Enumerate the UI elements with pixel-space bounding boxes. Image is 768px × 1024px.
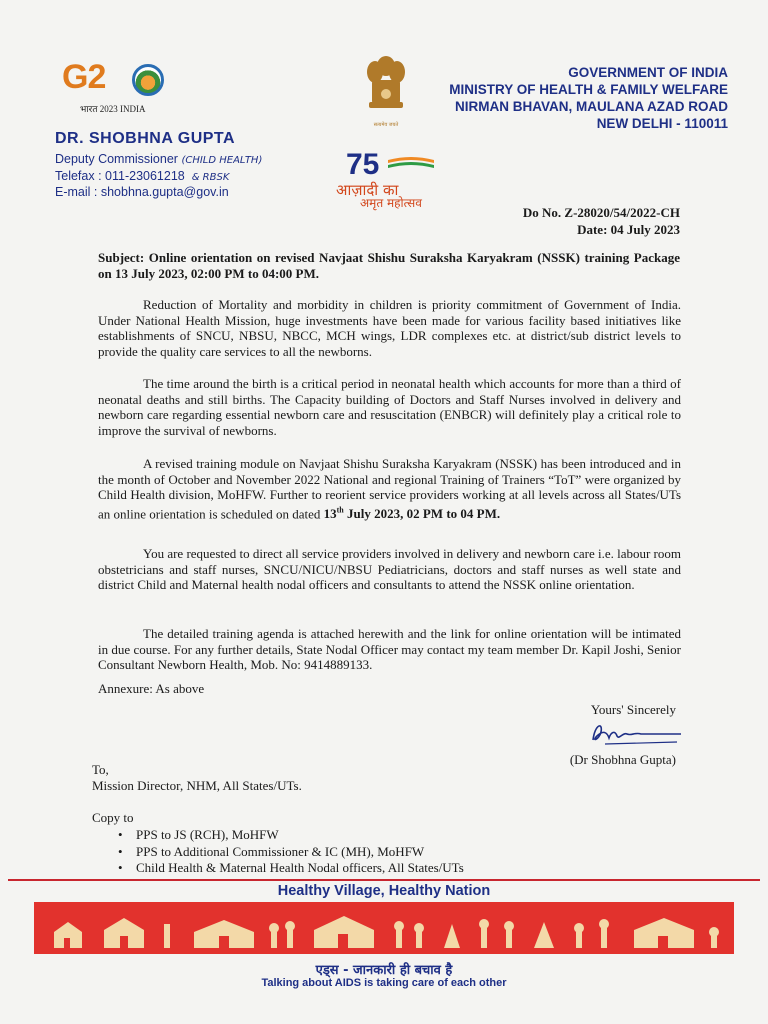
annexure-note: Annexure: As above: [98, 681, 205, 696]
reference-block: [523, 204, 680, 238]
ministry-address: [449, 64, 728, 132]
subject-line: Subject: Online orientation on revised Navjaat Shishu Suraksha Karyakram (NSSK) training Package on 13 July 2023, 02:00 PM to 04:00 PM.: [98, 250, 680, 281]
national-emblem-icon: [363, 52, 409, 136]
gov-line: NIRMAN BHAVAN, MAULANA AZAD ROAD: [455, 99, 728, 114]
aids-slogan-hindi: एड्स - जानकारी ही बचाव है: [315, 963, 453, 978]
g20-logo-text: G2: [62, 58, 106, 96]
paragraph: The time around the birth is a critical period in neonatal health which accounts for more than a third of neonatal deaths and still births. The Capacity building of Doctors and Staff Nurses involved in delivery and newborn care regarding essential newborn care and resuscitation (ENBCR) will definitely play a critical role to improve the survival of newborns.: [98, 376, 681, 438]
aids-slogan-english: Talking about AIDS is taking care of each other: [261, 977, 507, 989]
g20-subtitle: भारत 2023 INDIA: [80, 104, 146, 114]
to-label: To,: [92, 762, 109, 777]
list-item: • PPS to Additional Commissioner & IC (MH), MoHFW: [118, 844, 464, 861]
list-item: • Child Health & Maternal Health Nodal officers, All States/UTs: [118, 860, 464, 877]
paragraph: The detailed training agenda is attached herewith and the link for online orientation will be intimated in due course. For any further details, State Nodal Officer may contact my team member Dr. Kapil Joshi, Senior Consultant Newborn Health, Mob. No: 9414889133.: [98, 626, 681, 672]
list-item: • PPS to JS (RCH), MoHFW: [118, 827, 464, 844]
azadi-ka-amrit-mahotsav-logo: [332, 148, 442, 208]
azadi-line1: आज़ादी का: [336, 181, 399, 199]
recipient-block: [92, 762, 302, 794]
azadi-75: 75: [346, 148, 380, 181]
emblem-caption: सत्यमेव जयते: [373, 122, 399, 128]
handwritten-note: (CHILD HEALTH): [181, 155, 263, 166]
sender-email: E-mail : shobhna.gupta@gov.in: [55, 185, 229, 199]
handwritten-note: & RBSK: [191, 171, 230, 183]
letter-date: Date: 04 July 2023: [577, 222, 680, 237]
paragraph: You are requested to direct all service providers involved in delivery and newborn care i.e. labour room obstetricians and staff nurses, SNCU/NICU/NBSU Pediatricians, doctors and staff nurses as well state and district Child and Maternal health nodal officers and consultants to attend the NSSK online orientation.: [98, 546, 682, 592]
copy-to-label: Copy to: [92, 810, 134, 825]
gov-line: MINISTRY OF HEALTH & FAMILY WELFARE: [449, 82, 728, 97]
village-banner-illustration: [34, 902, 734, 954]
closing-salutation: Yours' Sincerely: [590, 702, 676, 717]
copy-to-list: [118, 827, 464, 877]
recipient: Mission Director, NHM, All States/UTs.: [92, 778, 302, 793]
sender-telefax: Telefax : 011-23061218: [55, 168, 185, 183]
sender-name: DR. SHOBHNA GUPTA: [55, 130, 236, 147]
sender-designation: Deputy Commissioner: [55, 152, 178, 166]
gov-line: GOVERNMENT OF INDIA: [568, 65, 728, 80]
signature: [585, 718, 685, 748]
footer-slogan: Healthy Village, Healthy Nation: [277, 883, 491, 899]
sender-contact: [55, 152, 262, 200]
orientation-date: 13th July 2023, 02 PM to 04 PM.: [323, 505, 501, 521]
azadi-line2: अमृत महोत्सव: [360, 196, 422, 210]
lotus-globe-icon: [132, 64, 164, 96]
paragraph: A revised training module on Navjaat Shishu Suraksha Karyakram (NSSK) has been introduced and in the month of October and November 2022 National and regional Training of Trainers “ToT” were organized by Child Health division, MoHFW. Further to reorient service providers working at all levels across all States/UTs an online orientation is scheduled on dated 13th July 2023, 02 PM to 04 PM.: [98, 456, 681, 521]
gov-line: NEW DELHI - 110011: [596, 116, 728, 131]
paragraph: Reduction of Mortality and morbidity in children is priority commitment of Government of India. Under National Health Mission, huge investments have been made for various facility based initiatives like establishments of SNCU, NBSU, NBCC, MCH wings, LDR complexes etc. at district/sub district levels to provide the quality care services to all the newborns.: [98, 297, 681, 359]
g20-logo: [62, 58, 172, 116]
signatory-name: (Dr Shobhna Gupta): [569, 752, 676, 767]
tricolor-icon: [388, 156, 434, 172]
do-number: Do No. Z-28020/54/2022-CH: [522, 205, 680, 220]
footer-divider: [8, 879, 760, 881]
